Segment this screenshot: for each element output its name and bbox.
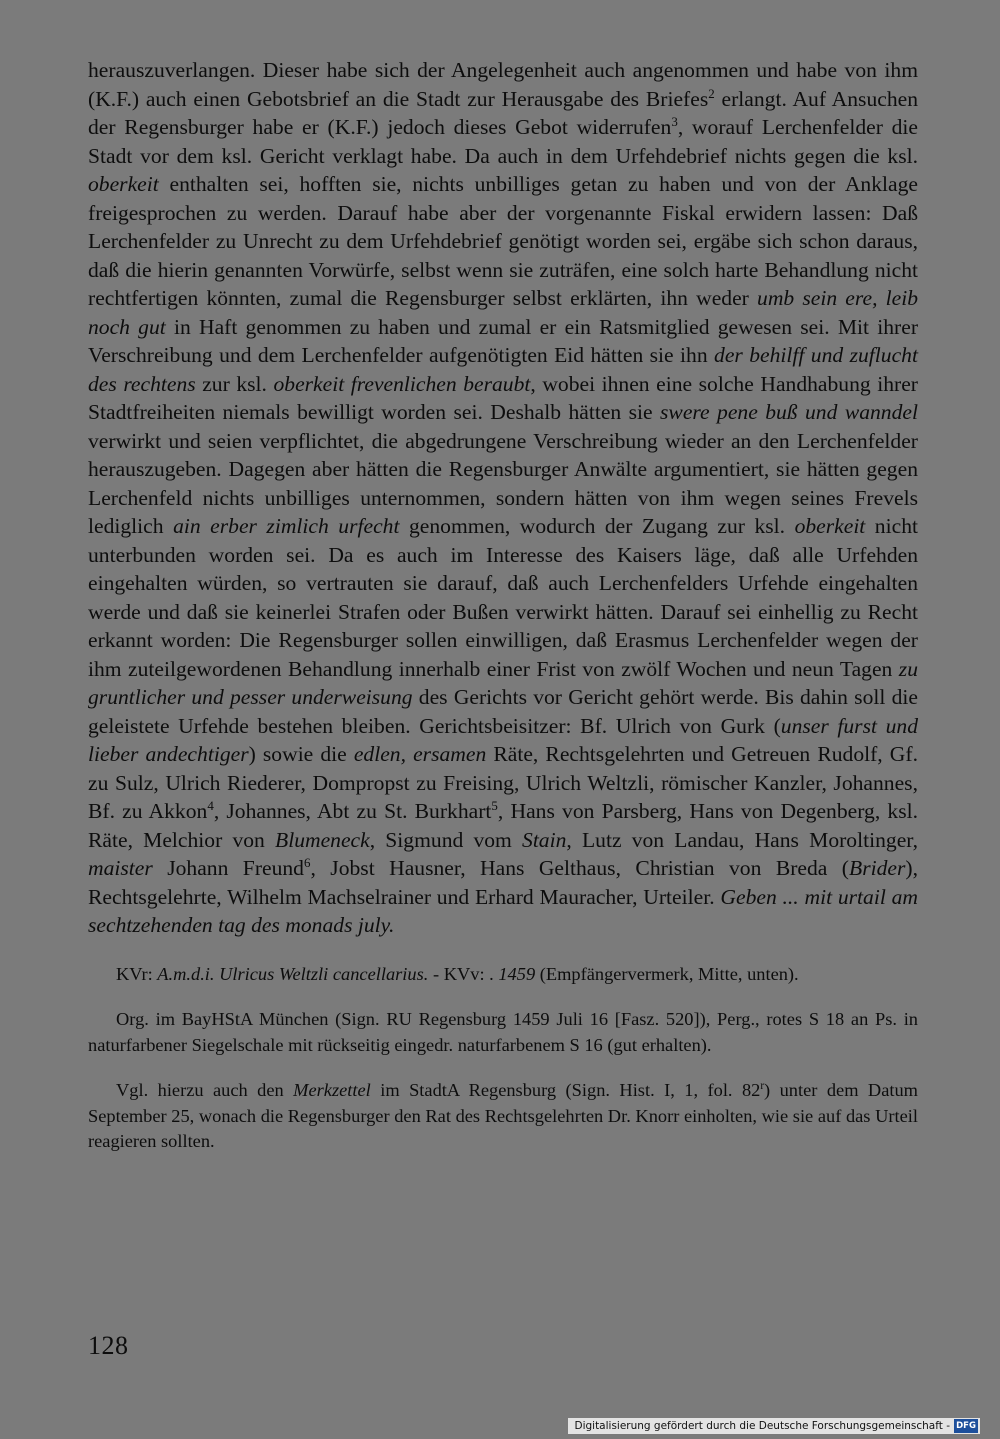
text-run: , wobei ihnen eine solche Handhabung ihrer Stadtfreiheiten niemals bewilligt worden sei. Deshalb hätten sie bbox=[88, 371, 918, 424]
text-run: , worauf Lerchenfelder die Stadt vor dem ksl. Gericht verklagt habe. Da auch in dem Urfehdebrief nichts gegen die ksl. bbox=[88, 115, 918, 168]
text-run: enthalten sei, hofften sie, nichts unbilliges getan zu haben und von der Anklage freigesprochen zu werden. Darauf habe aber der vorgenannte Fiskal erwidern lassen: Daß Lerchenfelder zu Unrecht zu dem Urfehdebrief genötigt worden sei, ergäbe sich schon daraus, daß die hierin genannten Vorwürfe, selbst wenn sie zuträfen, eine solch harte Behandlung nicht rechtfertigen könnten, zumal die Regensburger selbst erklärten, ihn weder bbox=[88, 172, 918, 310]
text-run: zur ksl. bbox=[195, 371, 274, 396]
text-run: Johann Freund bbox=[152, 856, 304, 880]
text-run: , Lutz von Landau, Hans Moroltinger, bbox=[566, 827, 918, 852]
footnote-ref: 2 bbox=[708, 85, 715, 101]
italic-quote: 1459 bbox=[498, 963, 536, 984]
text-run: des Gerichts vor Gericht gehört werde. Bis dahin soll die geleistete Urfehde bestehen bleiben. Gerichtsbeisitzer: Bf. Ulrich von Gurk ( bbox=[88, 685, 918, 738]
text-run: im StadtA Regensburg (Sign. Hist. I, 1, fol. 82 bbox=[370, 1080, 761, 1100]
italic-quote: der behilff und zuflucht des rechtens bbox=[88, 343, 918, 396]
text-run: in Haft genommen zu haben und zumal er ein Ratsmitglied gewesen sei. Mit ihrer Verschreibung und dem Lerchenfelder aufgenötigten Eid hätten sie ihn bbox=[88, 314, 919, 367]
italic-quote: maister bbox=[88, 856, 153, 880]
text-run: ) unter dem Datum September 25, wonach die Regensburger den Rat des Rechtsgelehrten Dr. Knorr einholten, wie sie auf das Urteil reagieren sollten. bbox=[88, 1080, 918, 1151]
italic-quote: Stain bbox=[522, 827, 567, 852]
dfg-logo-icon: DFG bbox=[954, 1419, 978, 1433]
text-run: , Jobst Hausner, Hans Gelthaus, Christian von Breda ( bbox=[310, 856, 850, 880]
italic-quote: oberkeit frevenlichen beraubt bbox=[273, 371, 531, 396]
italic-quote: edlen, ersamen bbox=[353, 742, 487, 766]
text-run: , Johannes, Abt zu St. Burkhart bbox=[213, 799, 492, 823]
italic-quote: Merkzettel bbox=[293, 1080, 371, 1100]
text-run: ) sowie die bbox=[248, 742, 354, 766]
italic-quote: Brider bbox=[849, 856, 906, 880]
italic-quote: swere pene buß und wanndel bbox=[660, 400, 918, 424]
text-run: ), Rechtsgelehrte, Wilhelm Machselrainer und Erhard Mauracher, Urteiler. bbox=[88, 856, 918, 909]
superscript: r bbox=[760, 1079, 765, 1092]
funding-footer bbox=[568, 1418, 980, 1434]
text-run: erlangt. Auf Ansuchen der Regensburger habe er (K.F.) jedoch dieses Gebot widerrufen bbox=[88, 86, 918, 139]
footnote-ref: 6 bbox=[303, 854, 311, 870]
note-original bbox=[88, 1007, 918, 1058]
text-run: - KVv: . bbox=[428, 963, 499, 984]
footnote-ref: 3 bbox=[671, 113, 678, 129]
italic-quote: ain erber zimlich urfecht bbox=[173, 514, 400, 538]
text-run: genommen, wodurch der Zugang zur ksl. bbox=[399, 514, 795, 538]
note-vgl bbox=[88, 1078, 918, 1155]
text-run: Räte, Rechtsgelehrten und Getreuen Rudolf, Gf. zu Sulz, Ulrich Riederer, Dompropst zu Freising, Ulrich Weltzli, römischer Kanzler, Johannes, Bf. zu Akkon bbox=[88, 742, 918, 823]
italic-quote: Geben ... mit urtail am sechtzehenden tag des monads july. bbox=[88, 884, 918, 937]
italic-quote: Blumeneck bbox=[275, 827, 370, 852]
footnote-ref: 4 bbox=[207, 797, 214, 813]
text-run: verwirkt und seien verpflichtet, die abgedrungene Verschreibung wieder an den Lerchenfelder herauszugeben. Dagegen aber hätten die Regensburger Anwälte argumentiert, sie hätten gegen Lerchenfeld nichts unbilliges unternommen, sondern hätten von ihm wegen seines Frevels lediglich bbox=[88, 428, 918, 538]
italic-quote: A.m.d.i. Ulricus Weltzli cancellarius. bbox=[157, 963, 429, 984]
footer-text: Digitalisierung gefördert durch die Deutsche Forschungsgemeinschaft - bbox=[574, 1420, 950, 1432]
footnote-ref: 5 bbox=[491, 797, 498, 813]
text-run: (Empfängervermerk, Mitte, unten). bbox=[535, 963, 799, 984]
text-run: Vgl. hierzu auch den bbox=[116, 1080, 294, 1100]
body-paragraph bbox=[88, 56, 918, 940]
note-kv bbox=[88, 962, 918, 988]
page-number: 128 bbox=[88, 1331, 129, 1360]
italic-quote: oberkeit bbox=[794, 514, 866, 538]
text-run: KVr: bbox=[116, 963, 158, 984]
page-content bbox=[88, 56, 918, 1175]
text-run: nicht unterbunden worden sei. Da es auch im Interesse des Kaisers läge, daß alle Urfehden eingehalten würden, so vertrauten sie darauf, daß auch Lerchenfelders Urfehde eingehalten werde und daß sie keinerlei Strafen oder Bußen verwirkt hätten. Darauf sei einhellig zu Recht erkannt worden: Die Regensburger sollen einwilligen, daß Erasmus Lerchenfelder wegen der ihm zuteilgewordenen Behandlung innerhalb einer Frist von zwölf Wochen und neun Tagen bbox=[88, 514, 918, 681]
text-run: Org. im BayHStA München (Sign. RU Regensburg 1459 Juli 16 [Fasz. 520]), Perg., rotes S 18 an Ps. in naturfarbener Siegelschale mit rückseitig eingedr. naturfarbenem S 16 (gut erhalten). bbox=[88, 1009, 918, 1055]
italic-quote: unser furst und lieber andechtiger bbox=[88, 713, 918, 766]
text-run: , Sigmund vom bbox=[369, 827, 523, 852]
italic-quote: zu gruntlicher und pesser underweisung bbox=[88, 656, 918, 709]
text-run: herauszuverlangen. Dieser habe sich der Angelegenheit auch angenommen und habe von ihm (K.F.) auch einen Gebotsbrief an die Stadt zur Herausgabe des Briefes bbox=[88, 58, 918, 111]
apparatus-notes bbox=[88, 962, 918, 1155]
italic-quote: oberkeit bbox=[88, 172, 159, 196]
italic-quote: umb sein ere, leib noch gut bbox=[88, 286, 919, 339]
text-run: , Hans von Parsberg, Hans von Degenberg, ksl. Räte, Melchior von bbox=[88, 799, 918, 852]
